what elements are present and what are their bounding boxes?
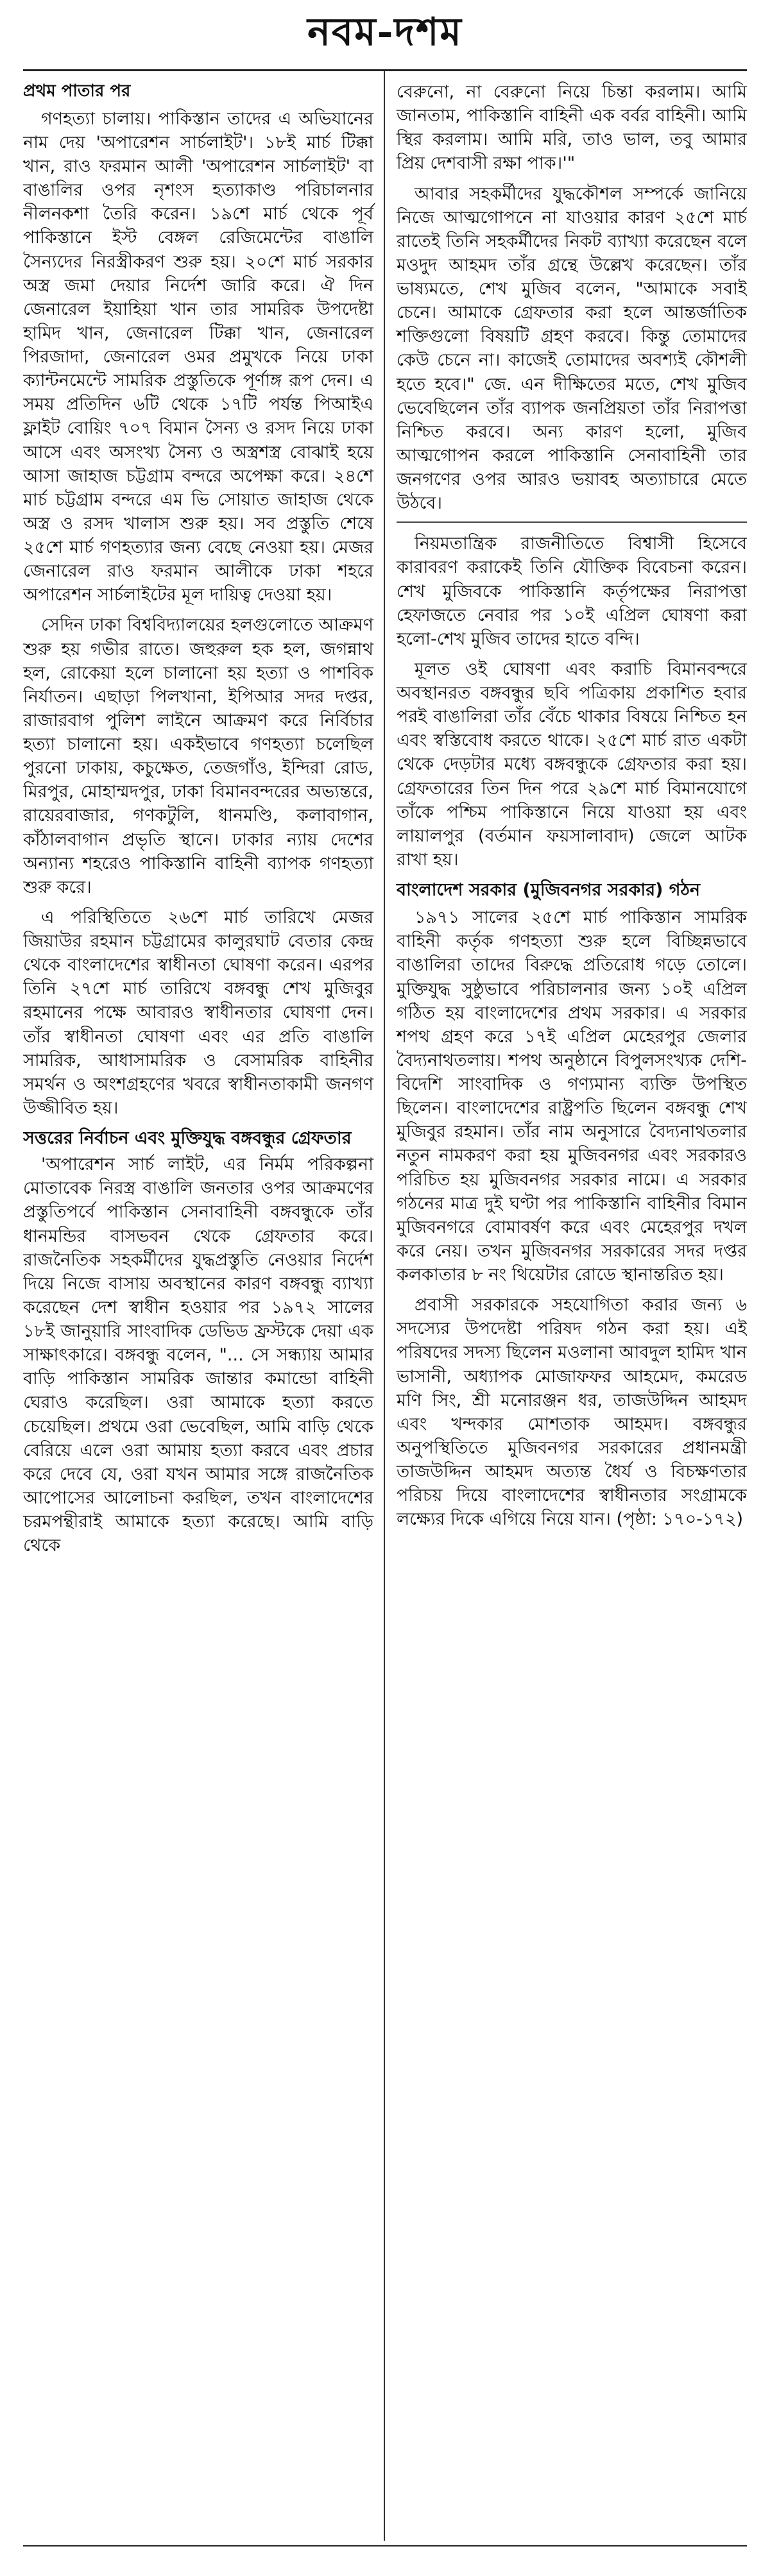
paragraph: প্রবাসী সরকারকে সহযোগিতা করার জন্য ৬ সদস্যের উপদেষ্টা পরিষদ গঠন করা হয়। এই পরিষদের সদস্য ছিলেন মওলানা আবদুল হামিদ খান ভাসানী, অধ্যাপক মোজাফফর আহমেদ, কমরেড মণি সিং, শ্রী মনোরঞ্জন ধর, তাজউদ্দিন আহমদ এবং খন্দকার মোশতাক আহমদ। বঙ্গবন্ধুর অনুপস্থিতিতে মুজিবনগর সরকারের প্রধানমন্ত্রী তাজউদ্দিন আহমদ অত্যন্ত ধৈর্য ও বিচক্ষণতার পরিচয় দিয়ে বাংলাদেশের স্বাধীনতার সংগ্রামকে লক্ষ্যের দিকে এগিয়ে নিয়ে যান। (পৃষ্ঠা: ১৭০-১৭২)	[397, 1295, 747, 1530]
paragraph: সেদিন ঢাকা বিশ্ববিদ্যালয়ের হলগুলোতে আক্রমণ শুরু হয় গভীর রাতে। জহুরুল হক হল, জগন্নাথ হল, রোকেয়া হলে চালানো হয় হত্যা ও পাশবিক নির্যাতন। এছাড়া পিলখানা, ইপিআর সদর দপ্তর, রাজারবাগ পুলিশ লাইনে আক্রমণ করে নির্বিচার হত্যা চালানো হয়। একইভাবে গণহত্যা চলেছিল পুরনো ঢাকায়, কচুক্ষেত, তেজগাঁও, ইন্দিরা রোড, মিরপুর, মোহাম্মদপুর, ঢাকা বিমানবন্দরের অভ্যন্তরে, রায়েরবাজার, গণকটুলি, ধানমণ্ডি, কলাবাগান, কাঁঠালবাগান প্রভৃতি স্থানে। ঢাকার ন্যায় দেশের অন্যান্য শহরেও পাকিস্তানি বাহিনী ব্যাপক গণহত্যা শুরু করে।	[23, 615, 373, 897]
paragraph: ১৯৭১ সালের ২৫শে মার্চ পাকিস্তান সামরিক বাহিনী কর্তৃক গণহত্যা শুরু হলে বিচ্ছিন্নভাবে বাঙালিরা তাদের বিরুদ্ধে প্রতিরোধ গড়ে তোলে। মুক্তিযুদ্ধ সুষ্ঠুভাবে পরিচালনার জন্য ১০ই এপ্রিল গঠিত হয় বাংলাদেশের প্রথম সরকার। এ সরকার শপথ গ্রহণ করে ১৭ই এপ্রিল মেহেরপুর জেলার বৈদ্যনাথতলায়। শপথ অনুষ্ঠানে বিপুলসংখ্যক দেশি-বিদেশি সাংবাদিক ও গণ্যমান্য ব্যক্তি উপস্থিত ছিলেন। বাংলাদেশের রাষ্ট্রপতি ছিলেন বঙ্গবন্ধু শেখ মুজিবুর রহমান। তাঁর নাম অনুসারে বৈদ্যনাথতলার নতুন নামকরণ করা হয় মুজিবনগর এবং সরকারও পরিচিত হয় মুজিবনগর সরকার নামে। এ সরকার গঠনের মাত্র দুই ঘণ্টা পর পাকিস্তানি বাহিনীর বিমান মুজিবনগরে বোমাবর্ষণ করে এবং মেহেরপুর দখল করে নেয়। তখন মুজিবনগর সরকারের সদর দপ্তর কলকাতার ৮ নং থিয়েটার রোডে স্থানান্তরিত হয়।	[397, 908, 747, 1285]
footer-rule	[23, 2545, 747, 2546]
paragraph: আবার সহকর্মীদের যুদ্ধকৌশল সম্পর্কে জানিয়ে নিজে আত্মগোপনে না যাওয়ার কারণ ২৫শে মার্চ রাতেই তিনি সহকর্মীদের নিকট ব্যাখ্যা করেছেন বলে মওদুদ আহমদ তাঁর গ্রন্থে উল্লেখ করেছেন। তাঁর ভাষ্যমতে, শেখ মুজিব বলেন, "আমাকে সবাই চেনে। আমাকে গ্রেফতার করা হলে আন্তর্জাতিক শক্তিগুলো বিষয়টি গ্রহণ করবে। কিন্তু তোমাদের কেউ চেনে না। কাজেই তোমাদের অবশ্যই কৌশলী হতে হবে।" জে. এন দীক্ষিতের মতে, শেখ মুজিব ভেবেছিলেন তাঁর ব্যাপক জনপ্রিয়তা তাঁর নিরাপত্তা নিশ্চিত করবে। অন্য কারণ হলো, মুজিব আত্মগোপন করলে পাকিস্তানি সেনাবাহিনী তার জনগণের ওপর আরও ভয়াবহ অত্যাচারে মেতে উঠবে।	[397, 183, 747, 514]
subheading: সত্তরের নির্বাচন এবং মুক্তিযুদ্ধ বঙ্গবন্ধুর গ্রেফতার	[23, 1128, 352, 1148]
page-title: নবম-দশম	[307, 10, 463, 55]
page-header	[23, 0, 747, 71]
paragraph: মূলত ওই ঘোষণা এবং করাচি বিমানবন্দরে অবস্থানরত বঙ্গবন্ধুর ছবি পত্রিকায় প্রকাশিত হবার পরই বাঙালিরা তাঁর বেঁচে থাকার বিষয়ে নিশ্চিত হন এবং স্বস্তিবোধ করতে থাকে। ২৫শে মার্চ রাত একটা থেকে দেড়টার মধ্যে বঙ্গবন্ধুকে গ্রেফতার করা হয়। গ্রেফতারের তিন দিন পরে ২৯শে মার্চ বিমানযোগে তাঁকে পশ্চিম পাকিস্তানে নিয়ে যাওয়া হয় এবং লায়ালপুর (বর্তমান ফয়সালাবাদ) জেলে আটক রাখা হয়।	[397, 659, 747, 870]
article-columns	[23, 71, 747, 2541]
paragraph: নিয়মতান্ত্রিক রাজনীতিতে বিশ্বাসী হিসেবে কারাবরণ করাকেই তিনি যৌক্তিক বিবেচনা করেন। শেখ মুজিবকে পাকিস্তানি কর্তৃপক্ষের নিরাপত্তা হেফাজতে নেবার পর ১০ই এপ্রিল ঘোষণা করা হলো-শেখ মুজিব তাদের হাতে বন্দি।	[397, 534, 747, 649]
paragraph: বেরুনো, না বেরুনো নিয়ে চিন্তা করলাম। আমি জানতাম, পাকিস্তানি বাহিনী এক বর্বর বাহিনী। আমি স্থির করলাম। আমি মরি, তাও ভাল, তবু আমার প্রিয় দেশবাসী রক্ষা পাক।'"	[397, 82, 747, 174]
continued-from-label: প্রথম পাতার পর	[23, 81, 131, 101]
section-divider	[397, 521, 747, 523]
paragraph: 'অপারেশন সার্চ লাইট, এর নির্মম পরিকল্পনা মোতাবেক নিরস্ত্র বাঙালি জনতার ওপর আক্রমণের প্রস্তুতিপর্বে পাকিস্তান সেনাবাহিনী বঙ্গবন্ধুকে তাঁর ধানমন্ডির বাসভবন থেকে গ্রেফতার করে। রাজনৈতিক সহকর্মীদের যুদ্ধপ্রস্তুতি নেওয়ার নির্দেশ দিয়ে নিজে বাসায় অবস্থানের কারণ বঙ্গবন্ধু ব্যাখ্যা করেছেন দেশ স্বাধীন হওয়ার পর ১৯৭২ সালের ১৮ই জানুয়ারি সাংবাদিক ডেভিড ফ্রস্টকে দেয়া এক সাক্ষাৎকারে। বঙ্গবন্ধু বলেন, "... সে সন্ধ্যায় আমার বাড়ি পাকিস্তান সামরিক জান্তার কমান্ডো বাহিনী ঘেরাও করেছিল। ওরা আমাকে হত্যা করতে চেয়েছিল। প্রথমে ওরা ভেবেছিল, আমি বাড়ি থেকে বেরিয়ে এলে ওরা আমায় হত্যা করবে এবং প্রচার করে দেবে যে, ওরা যখন আমার সঙ্গে রাজনৈতিক আপোসের আলোচনা করছিল, তখন বাংলাদেশের চরমপন্থীরাই আমাকে হত্যা করেছে। আমি বাড়ি থেকে	[23, 1155, 373, 1556]
right-column	[385, 71, 747, 2541]
paragraph: গণহত্যা চালায়। পাকিস্তান তাদের এ অভিযানের নাম দেয় 'অপারেশন সার্চলাইট'। ১৮ই মার্চ টিক্কা খান, রাও ফরমান আলী 'অপারেশন সার্চলাইট' বা বাঙালির ওপর নৃশংস হত্যাকাণ্ড পরিচালনার নীলনকশা তৈরি করেন। ১৯শে মার্চ থেকে পূর্ব পাকিস্তানে ইস্ট বেঙ্গল রেজিমেন্টের বাঙালি সৈন্যদের নিরস্ত্রীকরণ শুরু হয়। ২০শে মার্চ সরকার অস্ত্র জমা দেয়ার নির্দেশ জারি করে। ঐ দিন জেনারেল ইয়াহিয়া খান তার সামরিক উপদেষ্টা হামিদ খান, জেনারেল টিক্কা খান, জেনারেল পিরজাদা, জেনারেল ওমর প্রমুখকে নিয়ে ঢাকা ক্যান্টনমেন্টে সামরিক প্রস্তুতিকে পূর্ণাঙ্গ রূপ দেন। এ সময় প্রতিদিন ৬টি থেকে ১৭টি পর্যন্ত পিআইএ ফ্লাইট বোয়িং ৭০৭ বিমান সৈন্য ও রসদ নিয়ে ঢাকা আসে এবং অসংখ্য সৈন্য ও অস্ত্রশস্ত্র বোঝাই হয়ে আসা জাহাজ চট্টগ্রাম বন্দরে অপেক্ষা করে। ২৪শে মার্চ চট্টগ্রাম বন্দরে এম ভি সোয়াত জাহাজ থেকে অস্ত্র ও রসদ খালাস শুরু হয়। সব প্রস্তুতি শেষে ২৫শে মার্চ গণহত্যার জন্য বেছে নেওয়া হয়। মেজর জেনারেল রাও ফরমান আলীকে ঢাকা শহরে অপারেশন সার্চলাইটের মূল দায়িত্ব দেওয়া হয়।	[23, 108, 373, 606]
left-column	[23, 71, 385, 2541]
paragraph: এ পরিস্থিতিতে ২৬শে মার্চ তারিখে মেজর জিয়াউর রহমান চট্টগ্রামের কালুরঘাট বেতার কেন্দ্র থেকে বাংলাদেশের স্বাধীনতা ঘোষণা করেন। এরপর তিনি ২৭শে মার্চ তারিখে বঙ্গবন্ধু শেখ মুজিবুর রহমানের পক্ষে আবারও স্বাধীনতার ঘোষণা দেন। তাঁর স্বাধীনতা ঘোষণা এবং এর প্রতি বাঙালি সামরিক, আধাসামরিক ও বেসামরিক বাহিনীর সমর্থন ও অংশগ্রহণের খবরে স্বাধীনতাকামী জনগণ উজ্জীবিত হয়।	[23, 907, 373, 1118]
section-heading: বাংলাদেশ সরকার (মুজিবনগর সরকার) গঠন	[397, 880, 701, 900]
